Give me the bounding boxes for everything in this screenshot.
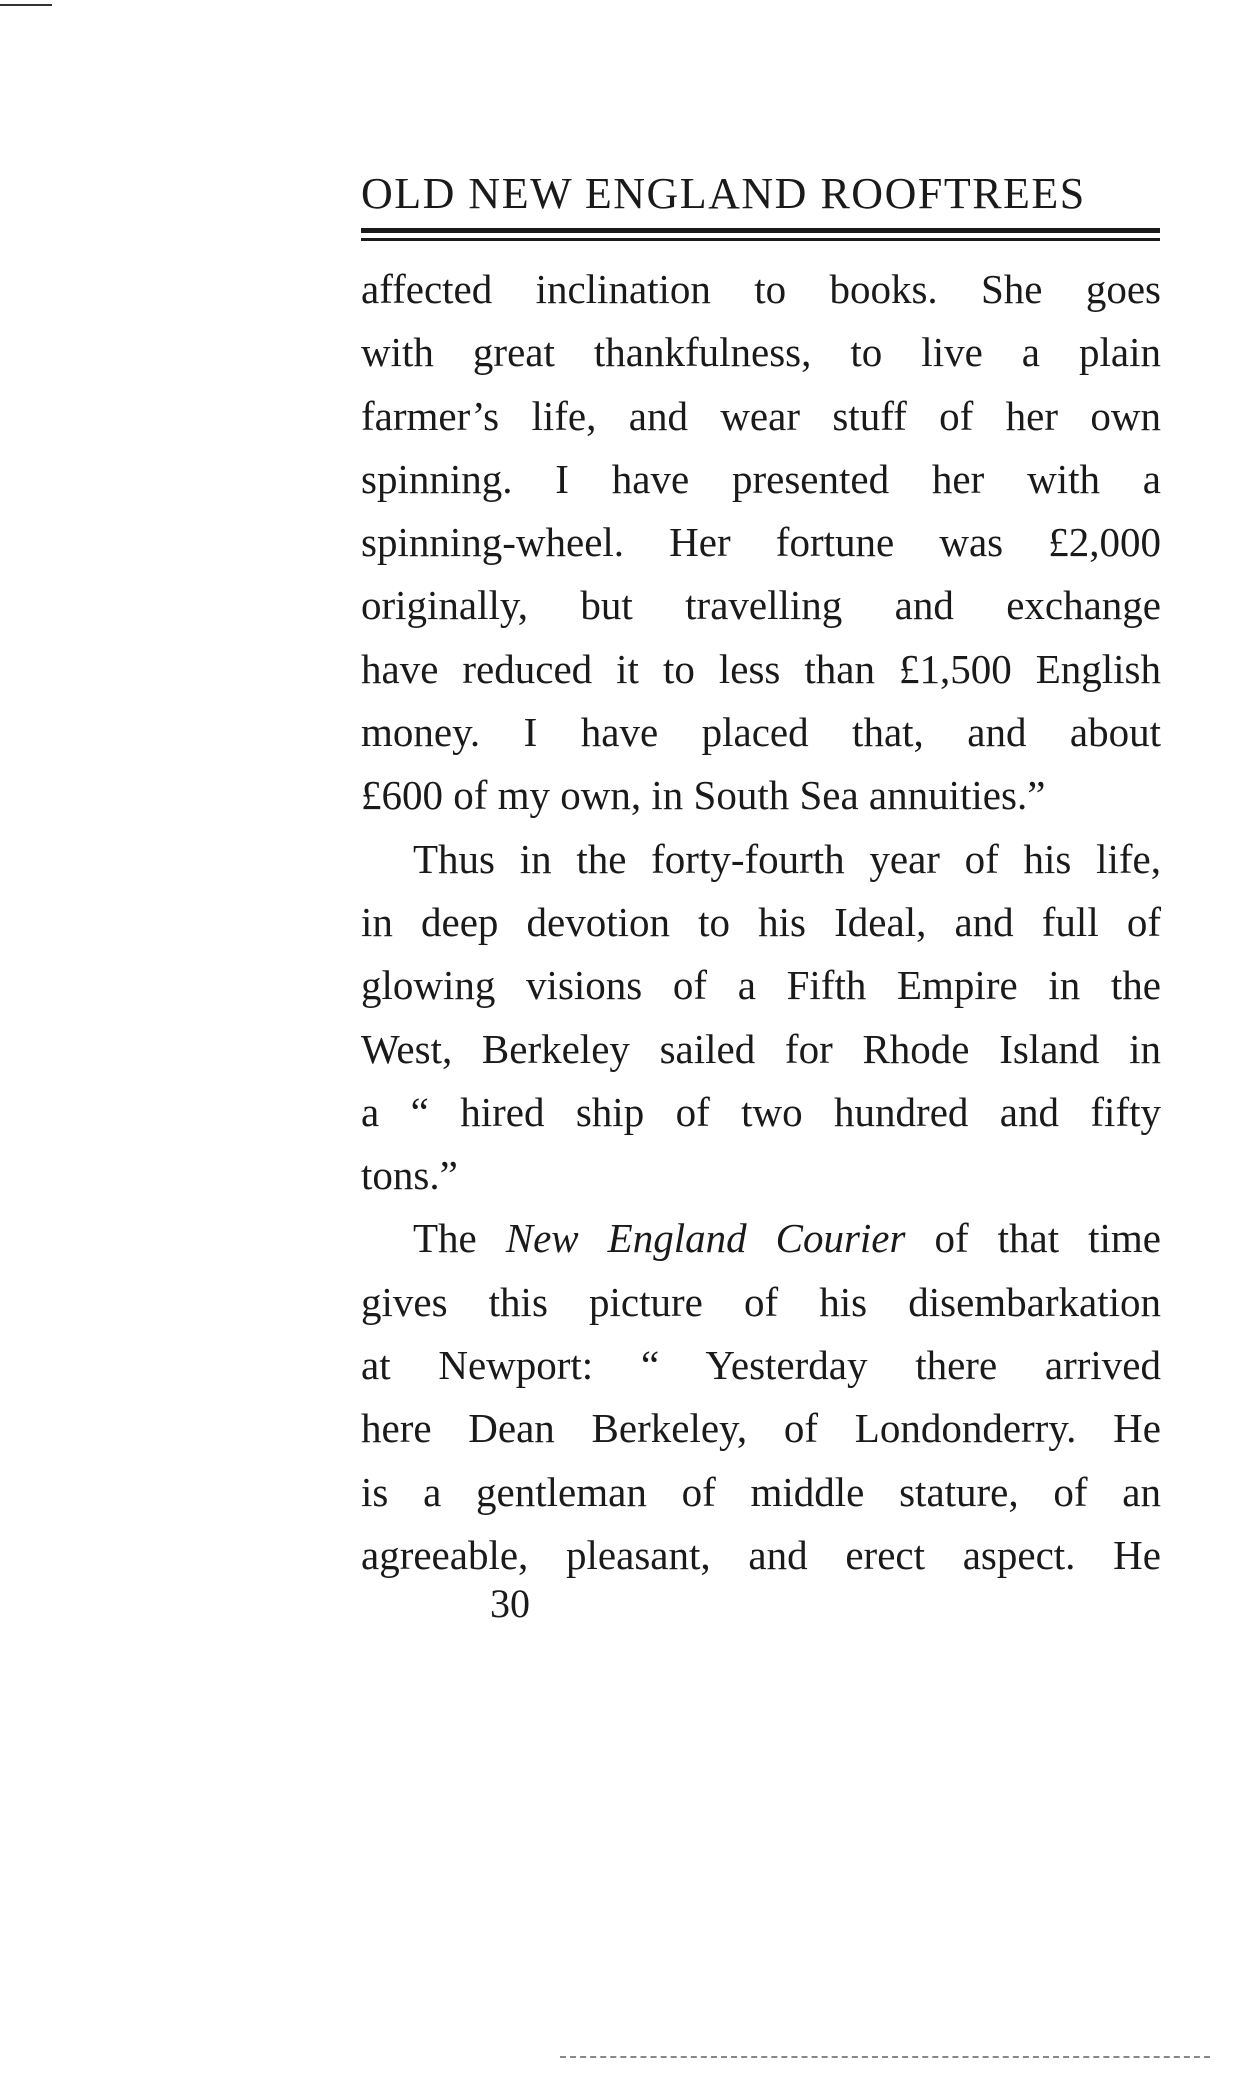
text-line: at Newport: “ Yesterday there arrived bbox=[361, 1342, 1161, 1389]
header-rule-thin bbox=[361, 238, 1160, 241]
text-line: farmer’s life, and wear stuff of her own bbox=[361, 392, 1161, 439]
scan-edge-mark bbox=[0, 4, 52, 6]
text-line bbox=[361, 1207, 1161, 1270]
text-line: tons.” bbox=[361, 1152, 458, 1199]
text-line: a “ hired ship of two hundred and fifty bbox=[361, 1088, 1161, 1135]
text-line: glowing visions of a Fifth Empire in the bbox=[361, 962, 1161, 1009]
text-run: of that time bbox=[905, 1215, 1161, 1262]
text-line: agreeable, pleasant, and erect aspect. He bbox=[361, 1531, 1161, 1578]
text-line: with great thankfulness, to live a plain bbox=[361, 329, 1161, 376]
text-line: have reduced it to less than £1,500 English bbox=[361, 645, 1161, 692]
text-line: in deep devotion to his Ideal, and full of bbox=[361, 898, 1161, 945]
text-line: is a gentleman of middle stature, of an bbox=[361, 1468, 1161, 1515]
text-line: Thus in the forty-fourth year of his life, bbox=[413, 835, 1161, 882]
page-number: 30 bbox=[490, 1581, 530, 1626]
text-line: £600 of my own, in South Sea annuities.” bbox=[361, 772, 1046, 819]
text-line: money. I have placed that, and about bbox=[361, 709, 1161, 756]
text-line: affected inclination to books. She goes bbox=[361, 266, 1161, 312]
text-line: gives this picture of his disembarkation bbox=[361, 1278, 1161, 1325]
text-line: spinning. I have presented her with a bbox=[361, 455, 1161, 502]
text-line: spinning-wheel. Her fortune was £2,000 bbox=[361, 519, 1161, 566]
text-line: here Dean Berkeley, of Londonderry. He bbox=[361, 1405, 1161, 1452]
header-rule-thick bbox=[361, 228, 1160, 233]
text-line: West, Berkeley sailed for Rhode Island in bbox=[361, 1025, 1161, 1072]
running-head: OLD NEW ENGLAND ROOFTREES bbox=[361, 169, 1086, 218]
text-run: The bbox=[413, 1215, 506, 1262]
body-text bbox=[361, 258, 1161, 1587]
newspaper-title: New England Courier bbox=[505, 1215, 906, 1262]
text-line: originally, but travelling and exchange bbox=[361, 582, 1161, 629]
scan-bottom-edge bbox=[560, 2056, 1210, 2058]
